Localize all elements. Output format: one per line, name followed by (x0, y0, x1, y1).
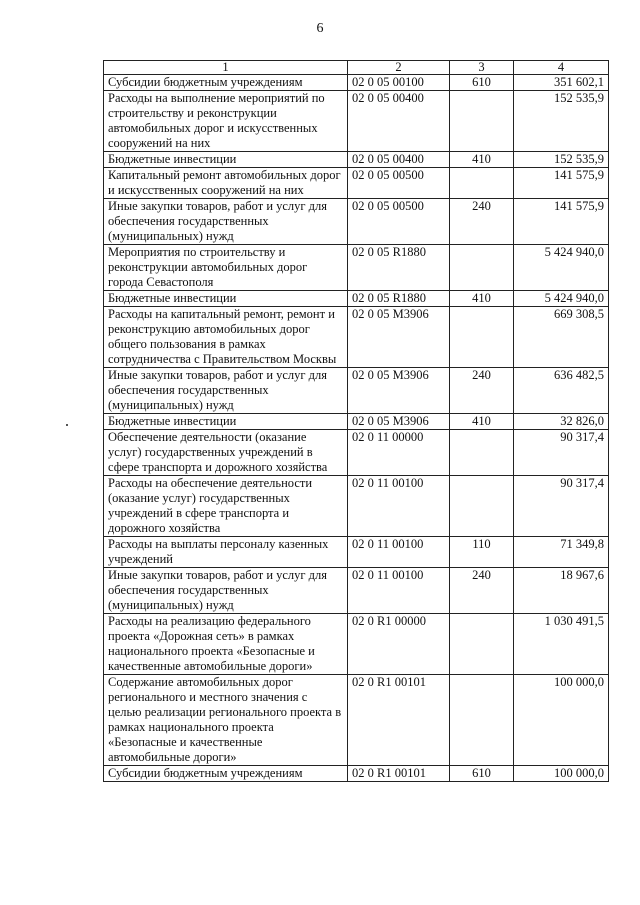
header-col-3: 3 (450, 61, 514, 75)
header-col-1: 1 (104, 61, 348, 75)
target-code-cell: 02 0 11 00100 (348, 476, 450, 537)
expense-type-cell (450, 675, 514, 766)
target-code-cell: 02 0 05 M3906 (348, 368, 450, 414)
expense-type-cell: 410 (450, 291, 514, 307)
expense-type-cell (450, 245, 514, 291)
target-code-cell: 02 0 11 00100 (348, 568, 450, 614)
table-row (104, 291, 609, 307)
table-row (104, 614, 609, 675)
table-row (104, 91, 609, 152)
expense-type-cell: 110 (450, 537, 514, 568)
expense-type-cell: 610 (450, 766, 514, 782)
expense-name-cell: Иные закупки товаров, работ и услуг для обеспечения государственных (муниципальных) нужд (104, 368, 348, 414)
expense-type-cell (450, 91, 514, 152)
target-code-cell: 02 0 05 00500 (348, 199, 450, 245)
expense-name-cell: Расходы на обеспечение деятельности (оказание услуг) государственных учреждений в сфере транспорта и дорожного хозяйства (104, 476, 348, 537)
target-code-cell: 02 0 05 00100 (348, 75, 450, 91)
header-row (104, 61, 609, 75)
expense-type-cell (450, 168, 514, 199)
table-row (104, 568, 609, 614)
amount-cell: 636 482,5 (514, 368, 609, 414)
expense-name-cell: Субсидии бюджетным учреждениям (104, 75, 348, 91)
amount-cell: 141 575,9 (514, 168, 609, 199)
expense-type-cell: 240 (450, 568, 514, 614)
table-row (104, 307, 609, 368)
expense-name-cell: Расходы на капитальный ремонт, ремонт и реконструкцию автомобильных дорог общего пользования в рамках сотрудничества с Правительством Москвы (104, 307, 348, 368)
amount-cell: 152 535,9 (514, 91, 609, 152)
amount-cell: 100 000,0 (514, 675, 609, 766)
amount-cell: 90 317,4 (514, 476, 609, 537)
expense-name-cell: Содержание автомобильных дорог регионального и местного значения с целью реализации регионального проекта в рамках национального проекта «Безопасные и качественные автомобильные дороги» (104, 675, 348, 766)
table-row (104, 766, 609, 782)
table-row (104, 476, 609, 537)
expense-type-cell: 240 (450, 368, 514, 414)
table-row (104, 537, 609, 568)
expense-name-cell: Бюджетные инвестиции (104, 414, 348, 430)
budget-table (103, 60, 609, 782)
amount-cell: 32 826,0 (514, 414, 609, 430)
target-code-cell: 02 0 11 00100 (348, 537, 450, 568)
table-row (104, 245, 609, 291)
expense-name-cell: Расходы на выплаты персоналу казенных учреждений (104, 537, 348, 568)
amount-cell: 71 349,8 (514, 537, 609, 568)
amount-cell: 5 424 940,0 (514, 245, 609, 291)
table-row (104, 152, 609, 168)
expense-name-cell: Обеспечение деятельности (оказание услуг) государственных учреждений в сфере транспорта и дорожного хозяйства (104, 430, 348, 476)
target-code-cell: 02 0 05 M3906 (348, 414, 450, 430)
header-col-2: 2 (348, 61, 450, 75)
amount-cell: 5 424 940,0 (514, 291, 609, 307)
expense-type-cell: 240 (450, 199, 514, 245)
target-code-cell: 02 0 05 00400 (348, 152, 450, 168)
table-row (104, 414, 609, 430)
expense-name-cell: Капитальный ремонт автомобильных дорог и искусственных сооружений на них (104, 168, 348, 199)
expense-type-cell: 410 (450, 152, 514, 168)
amount-cell: 100 000,0 (514, 766, 609, 782)
expense-name-cell: Расходы на выполнение мероприятий по строительству и реконструкции автомобильных дорог и искусственных сооружений на них (104, 91, 348, 152)
expense-type-cell: 410 (450, 414, 514, 430)
target-code-cell: 02 0 05 R1880 (348, 291, 450, 307)
expense-name-cell: Субсидии бюджетным учреждениям (104, 766, 348, 782)
expense-name-cell: Бюджетные инвестиции (104, 152, 348, 168)
amount-cell: 141 575,9 (514, 199, 609, 245)
target-code-cell: 02 0 05 00500 (348, 168, 450, 199)
table-body (104, 75, 609, 782)
expense-name-cell: Иные закупки товаров, работ и услуг для обеспечения государственных (муниципальных) нужд (104, 199, 348, 245)
expense-type-cell (450, 430, 514, 476)
table-header (104, 61, 609, 75)
target-code-cell: 02 0 R1 00000 (348, 614, 450, 675)
target-code-cell: 02 0 05 R1880 (348, 245, 450, 291)
amount-cell: 669 308,5 (514, 307, 609, 368)
table-row (104, 75, 609, 91)
table-row (104, 199, 609, 245)
expense-type-cell (450, 614, 514, 675)
table-row (104, 368, 609, 414)
amount-cell: 18 967,6 (514, 568, 609, 614)
expense-type-cell (450, 476, 514, 537)
expense-name-cell: Мероприятия по строительству и реконструкции автомобильных дорог города Севастополя (104, 245, 348, 291)
target-code-cell: 02 0 R1 00101 (348, 675, 450, 766)
expense-type-cell: 610 (450, 75, 514, 91)
table-row (104, 168, 609, 199)
target-code-cell: 02 0 05 00400 (348, 91, 450, 152)
amount-cell: 90 317,4 (514, 430, 609, 476)
header-col-4: 4 (514, 61, 609, 75)
page-number: 6 (316, 21, 324, 36)
target-code-cell: 02 0 R1 00101 (348, 766, 450, 782)
expense-type-cell (450, 307, 514, 368)
expense-name-cell: Расходы на реализацию федерального проекта «Дорожная сеть» в рамках национального проекта «Безопасные и качественные автомобильные дороги» (104, 614, 348, 675)
target-code-cell: 02 0 05 M3906 (348, 307, 450, 368)
amount-cell: 351 602,1 (514, 75, 609, 91)
amount-cell: 1 030 491,5 (514, 614, 609, 675)
expense-name-cell: Иные закупки товаров, работ и услуг для обеспечения государственных (муниципальных) нужд (104, 568, 348, 614)
target-code-cell: 02 0 11 00000 (348, 430, 450, 476)
expense-name-cell: Бюджетные инвестиции (104, 291, 348, 307)
table-row (104, 430, 609, 476)
margin-mark (66, 424, 68, 426)
table-row (104, 675, 609, 766)
amount-cell: 152 535,9 (514, 152, 609, 168)
